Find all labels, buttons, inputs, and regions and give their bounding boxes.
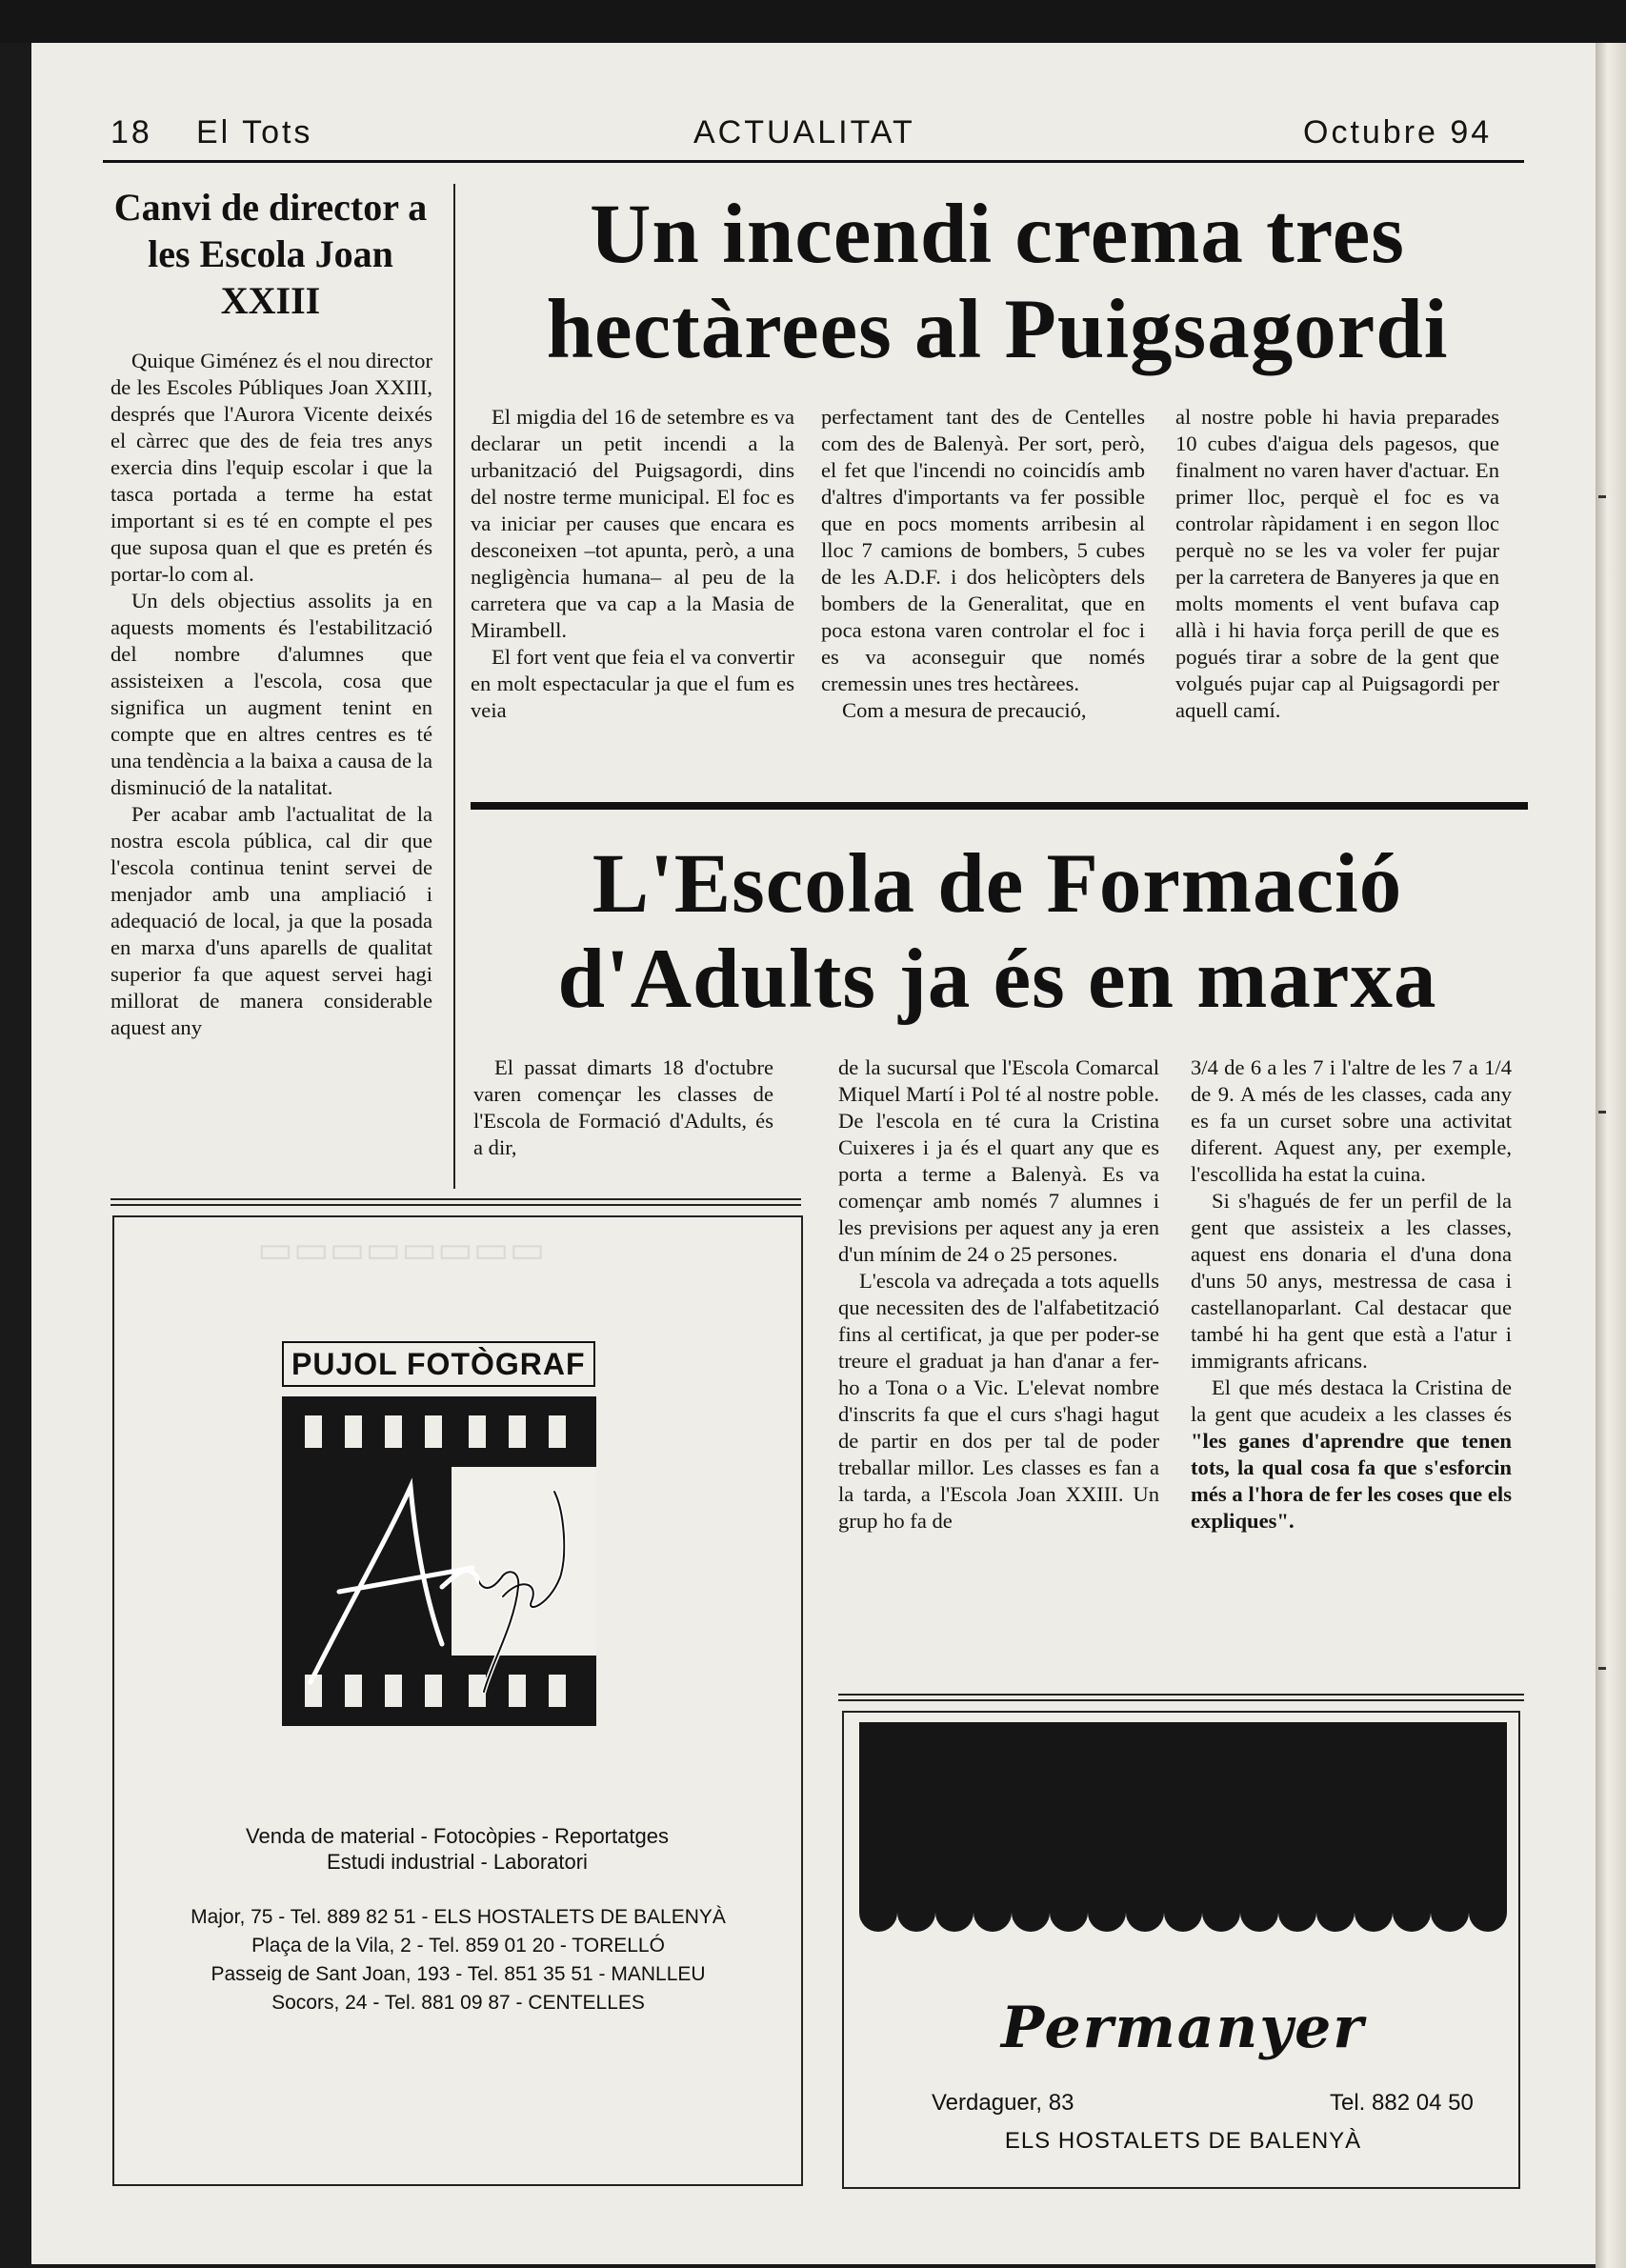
pujol-services [152, 1823, 762, 1875]
paragraph: 3/4 de 6 a les 7 i l'altre de les 7 a 1/4 de 9. A més de les classes, cada any es fa un curset sobre una activitat diferent. Aquest any, per exemple, l'escollida ha estat la cuina. [1191, 1055, 1512, 1186]
angel-signature-icon [282, 1396, 596, 1726]
article1-headline: Un incendi crema tres hectàrees al Puigsagordi [546, 188, 1449, 376]
permanyer-name: Permanyer [1001, 1995, 1365, 2061]
paragraph: Com a mesura de precaució, [842, 698, 1087, 722]
paragraph: de la sucursal que l'Escola Comarcal Miquel Martí i Pol té al nostre poble. De l'escola en té cura la Cristina Cuixeres i ja és el quart any que es porta a terme a Balenyà. Es va començar amb només 7 alumnes i les previsions per aquest any ja eren d'un mínim de 24 o 25 persones. [838, 1055, 1159, 1266]
services-line: Estudi industrial - Laboratori [327, 1850, 588, 1874]
scan-top-border [0, 0, 1626, 43]
pujol-fotograf-ad [112, 1215, 803, 2186]
article2-column-1 [473, 1054, 773, 1161]
permanyer-town: ELS HOSTALETS DE BALENYÀ [1004, 2128, 1362, 2154]
address-line: Socors, 24 - Tel. 881 09 87 - CENTELLES [271, 1992, 645, 2014]
pujol-title: PUJOL FOTÒGRAF [282, 1341, 595, 1387]
quote-bold: "les ganes d'aprendre que tenen tots, la qual cosa fa que s'esforcin més a l'hora de fer les coses que els expliques". [1191, 1429, 1512, 1533]
article2-column-3 [1191, 1054, 1512, 1535]
header-rule [103, 160, 1524, 163]
paragraph: L'escola va adreçada a tots aquells que necessiten des de l'alfabetització fins al certificat, ja que per poder-se treure el graduat ja han d'anar a fer-ho a Tona o a Vic. L'elevat nombre d'inscrits fa que el curs s'hagi hagut de partir en dos per tal de poder treballar millor. Les classes es fan a la tarda, a l'Escola Joan XXIII. Un grup ho fa de [838, 1269, 1159, 1533]
article1-column-2 [821, 404, 1145, 724]
issue-date: Octubre 94 [1303, 114, 1493, 151]
permanyer-phone: Tel. 882 04 50 [1330, 2090, 1474, 2116]
section-title: ACTUALITAT [693, 114, 915, 151]
registration-mark [1598, 1667, 1606, 1670]
registration-mark [1598, 495, 1606, 498]
pujol-addresses [130, 1903, 787, 2017]
left-article-title: Canvi de director a les Escola Joan XXIII [113, 186, 428, 322]
permanyer-ad [842, 1711, 1520, 2189]
paragraph: Si s'hagués de fer un perfil de la gent que assisteix a les classes, aquest ens donaria el d'una dona d'uns 50 anys, mestressa de casa i castellanoparlant. Cal destacar que també hi ha gent que està a l'atur i immigrants africans. [1191, 1189, 1512, 1373]
paragraph [1191, 1375, 1512, 1535]
paragraph: El migdia del 16 de setembre es va declarar un petit incendi a la urbanització del Puigsagordi, dins del nostre terme municipal. El foc es va iniciar per causes que encara es desconeixen –tot apunta, però, a una negligència humana– al peu de la carretera que va cap a la Masia de Mirambell. [471, 405, 794, 642]
address-line: Passeig de Sant Joan, 193 - Tel. 851 35 51 - MANLLEU [211, 1963, 706, 1985]
permanyer-address: Verdaguer, 83 [932, 2090, 1074, 2116]
paragraph: Un dels objectius assolits ja en aquests moments és l'estabilització del nombre d'alumnes que assisteixen a l'escola, cosa que significa un augment tenint en compte que en altres centres es té una tendència a la baixa a causa de la disminució de la natalitat. [110, 589, 432, 799]
page-number: 18 [110, 114, 152, 151]
show-through-ghost: ▭▭▭▭▭▭▭▭ [257, 1228, 546, 1271]
magazine-spine [1596, 43, 1626, 2268]
paragraph: Quique Giménez és el nou director de les Escoles Públiques Joan XXIII, després que l'Aurora Vicente deixés el càrrec que des de feia tres anys exercia dins l'equip escolar i que la tasca portada a terme ha estat important si es té en compte el pes que suposa quan el que es pretén és portar-lo com al. [110, 349, 432, 586]
column-divider [453, 184, 455, 1189]
services-line: Venda de material - Fotocòpies - Reportatges [246, 1824, 669, 1848]
left-article-body [110, 348, 432, 1041]
article2-headline: L'Escola de Formació d'Adults ja és en marxa [557, 837, 1437, 1026]
ad-separator-rule [838, 1694, 1524, 1701]
paragraph: El passat dimarts 18 d'octubre varen començar les classes de l'Escola de Formació d'Adults, és a dir, [473, 1055, 773, 1159]
magazine-name: El Tots [196, 114, 313, 151]
film-strip-logo [282, 1396, 596, 1726]
paragraph: perfectament tant des de Centelles com des de Balenyà. Per sort, però, el fet que l'incendi no coincidís amb d'altres d'importants va fer possible que en pocs moments arribesin al lloc 7 camions de bombers, 5 cubes de les A.D.F. i dos helicòpters dels bombers de la Generalitat, que en poca estona varen controlar el foc i es va aconseguir que només cremessin unes tres hectàrees. [821, 405, 1145, 695]
address-line: Plaça de la Vila, 2 - Tel. 859 01 20 - TORELLÓ [251, 1935, 665, 1957]
shop-awning-icon [859, 1722, 1507, 1979]
article1-column-3 [1175, 404, 1499, 724]
ad-separator-rule [110, 1198, 801, 1206]
address-line: Major, 75 - Tel. 889 82 51 - ELS HOSTALETS DE BALENYÀ [191, 1906, 726, 1928]
article2-column-2 [838, 1054, 1159, 1535]
paragraph: Per acabar amb l'actualitat de la nostra escola pública, cal dir que l'escola continua tenint servei de menjador amb una ampliació i adequació de local, ja que la posada en marxa d'uns aparells de qualitat superior fa que aquest servei hagi millorat de manera considerable aquest any [110, 802, 432, 1039]
article1-column-1 [471, 404, 794, 724]
paragraph: al nostre poble hi havia preparades 10 cubes d'aigua dels pagesos, que finalment no varen haver d'actuar. En primer lloc, perquè el foc es va controlar ràpidament i en segon lloc perquè no se les va voler fer pujar per la carretera de Banyeres ja que en molts moments el vent bufava cap allà i hi havia força perill de que es pogués tirar a sobre de la gent que volgués pujar cap al Puigsagordi per aquell camí. [1175, 405, 1499, 722]
paragraph: El fort vent que feia el va convertir en molt espectacular ja que el fum es veia [471, 645, 794, 722]
registration-mark [1598, 1111, 1606, 1114]
quote-lead: El que més destaca la Cristina de la gent que acudeix a les classes és [1191, 1375, 1512, 1426]
section-rule [471, 802, 1528, 810]
